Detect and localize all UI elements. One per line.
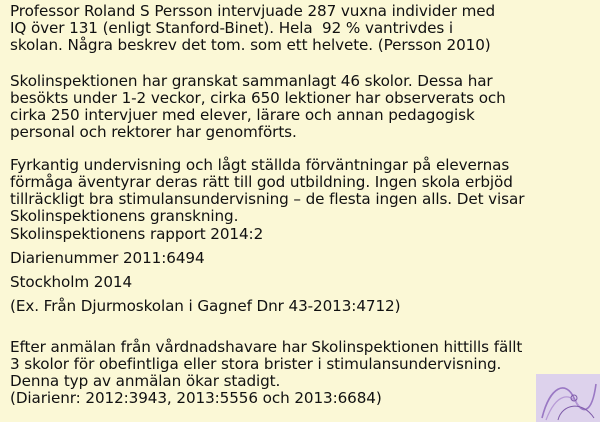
paragraph-3-line-2: förmåga äventyrar deras rätt till god utbildning. Ingen skola erbjöd [10,173,513,191]
paragraph-4-line-4: (Diarienr: 2012:3943, 2013:5556 och 2013:6684) [10,389,382,407]
paragraph-4-line-1: Efter anmälan från vårdnadshavare har Skolinspektionen hittills fällt [10,338,523,356]
paragraph-4-line-2: 3 skolor för obefintliga eller stora brister i stimulansundervisning. [10,355,502,373]
paragraph-4-line-3: Denna typ av anmälan ökar stadigt. [10,372,281,390]
report-title: Skolinspektionens rapport 2014:2 [10,225,264,243]
paragraph-2-line-3: cirka 250 intervjuer med elever, lärare och annan pedagogisk [10,106,475,124]
paragraph-3-line-4: Skolinspektionens granskning. [10,207,239,225]
report-example: (Ex. Från Djurmoskolan i Gagnef Dnr 43-2013:4712) [10,297,401,315]
paragraph-3-line-1: Fyrkantig undervisning och lågt ställda förväntningar på elevernas [10,156,510,174]
paragraph-1-line-2: IQ över 131 (enligt Stanford-Binet). Hela 92 % vantrivdes i [10,19,454,37]
paragraph-3-line-3: tillräckligt bra stimulansundervisning – de flesta ingen alls. Det visar [10,190,525,208]
paragraph-2-line-4: personal och rektorer har genomförts. [10,123,297,141]
paragraph-1-line-3: skolan. Några beskrev det tom. som ett helvete. (Persson 2010) [10,36,491,54]
report-diarienummer: Diarienummer 2011:6494 [10,249,205,267]
paragraph-2-line-1: Skolinspektionen har granskat sammanlagt 46 skolor. Dessa har [10,72,493,90]
report-place: Stockholm 2014 [10,273,133,291]
decorative-swirl-icon [536,374,600,422]
paragraph-1-line-1: Professor Roland S Persson intervjuade 287 vuxna individer med [10,2,496,20]
paragraph-2-line-2: besökts under 1-2 veckor, cirka 650 lektioner har observerats och [10,89,506,107]
